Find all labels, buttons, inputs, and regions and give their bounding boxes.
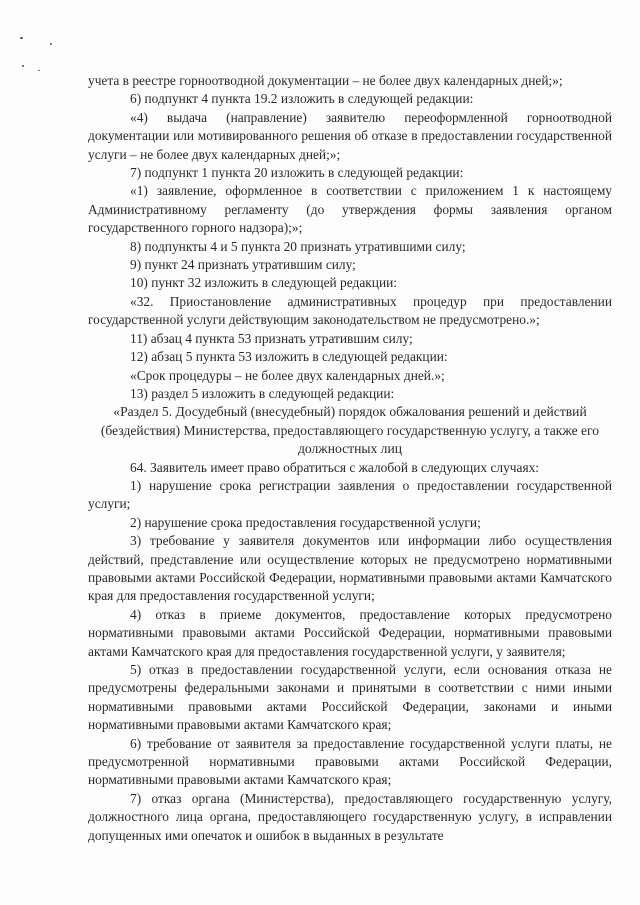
section-heading: «Раздел 5. Досудебный (внесудебный) порядок обжалования решений и действий (бездействия) Министерства, предоставляющего государственную услугу, а также его должностных лиц [100, 404, 600, 457]
document-paragraph: 12) абзац 5 пункта 53 изложить в следующей редакции: [130, 349, 448, 365]
scan-artifact-dot [38, 70, 40, 71]
document-paragraph: 4) отказ в приеме документов, предоставление которых предусмотрено нормативными правовыми актами Российской Федерации, нормативными правовыми актами Камчатского края для предоставления государственной услуги, у заявителя; [88, 606, 612, 659]
document-paragraph: «4) выдача (направление) заявителю переоформленной горноотводной документации или мотивированного решения об отказе в предоставлении государственной услуги – не более двух календарных дней;»; [88, 109, 612, 162]
document-paragraph: 1) нарушение срока регистрации заявления о предоставлении государственной услуги; [88, 477, 612, 512]
document-paragraph: «32. Приостановление административных процедур при предоставлении государственной услуги действующим законодательством не предусмотрено.»; [88, 293, 612, 328]
document-paragraph: 13) раздел 5 изложить в следующей редакции: [130, 385, 395, 401]
document-paragraph: 64. Заявитель имеет право обратиться с жалобой в следующих случаях: [130, 459, 540, 475]
document-paragraph: 10) пункт 32 изложить в следующей редакции: [130, 275, 398, 291]
scan-artifact-dot [20, 37, 23, 39]
scan-artifact-dot [22, 65, 24, 67]
document-paragraph: «Срок процедуры – не более двух календарных дней.»; [130, 367, 445, 383]
document-paragraph: 7) подпункт 1 пункта 20 изложить в следующей редакции: [130, 165, 464, 181]
document-paragraph: учета в реестре горноотводной документации – не более двух календарных дней;»; [88, 73, 563, 88]
document-paragraph: 6) требование от заявителя за предоставление государственной услуги платы, не предусмотренной нормативными правовыми актами Российской Федерации, нормативными правовыми актами Камчатского края; [88, 735, 612, 788]
document-paragraph: «1) заявление, оформленное в соответствии с приложением 1 к настоящему Административному регламенту (до утверждения формы заявления органом государственного горного надзора);»; [88, 183, 612, 236]
scan-artifact-dot [50, 43, 52, 45]
document-body [88, 72, 612, 845]
document-paragraph: 7) отказ органа (Министерства), предоставляющего государственную услугу, должностного лица органа, предоставляющего государственную услугу, в исправлении допущенных ими опечаток и ошибок в выданных в результате [88, 790, 612, 843]
document-paragraph: 3) требование у заявителя документов или информации либо осуществления действий, представление или осуществление которых не предусмотрено нормативными правовыми актами Российской Федерации, нормативными правовыми актами Камчатского края для предоставления государственной услуги; [88, 533, 612, 604]
document-paragraph: 2) нарушение срока предоставления государственной услуги; [130, 514, 481, 530]
document-paragraph: 9) пункт 24 признать утратившим силу; [130, 257, 356, 273]
document-paragraph: 8) подпункты 4 и 5 пункта 20 признать утратившими силу; [130, 238, 466, 254]
document-paragraph: 5) отказ в предоставлении государственной услуги, если основания отказа не предусмотрены федеральными законами и принятыми в соответствии с ними иными нормативными правовыми актами Российской Федерации, законами и иными нормативными правовыми актами Камчатского края; [88, 662, 612, 733]
document-paragraph: 6) подпункт 4 пункта 19.2 изложить в следующей редакции: [130, 91, 474, 107]
document-paragraph: 11) абзац 4 пункта 53 признать утратившим силу; [130, 330, 413, 346]
